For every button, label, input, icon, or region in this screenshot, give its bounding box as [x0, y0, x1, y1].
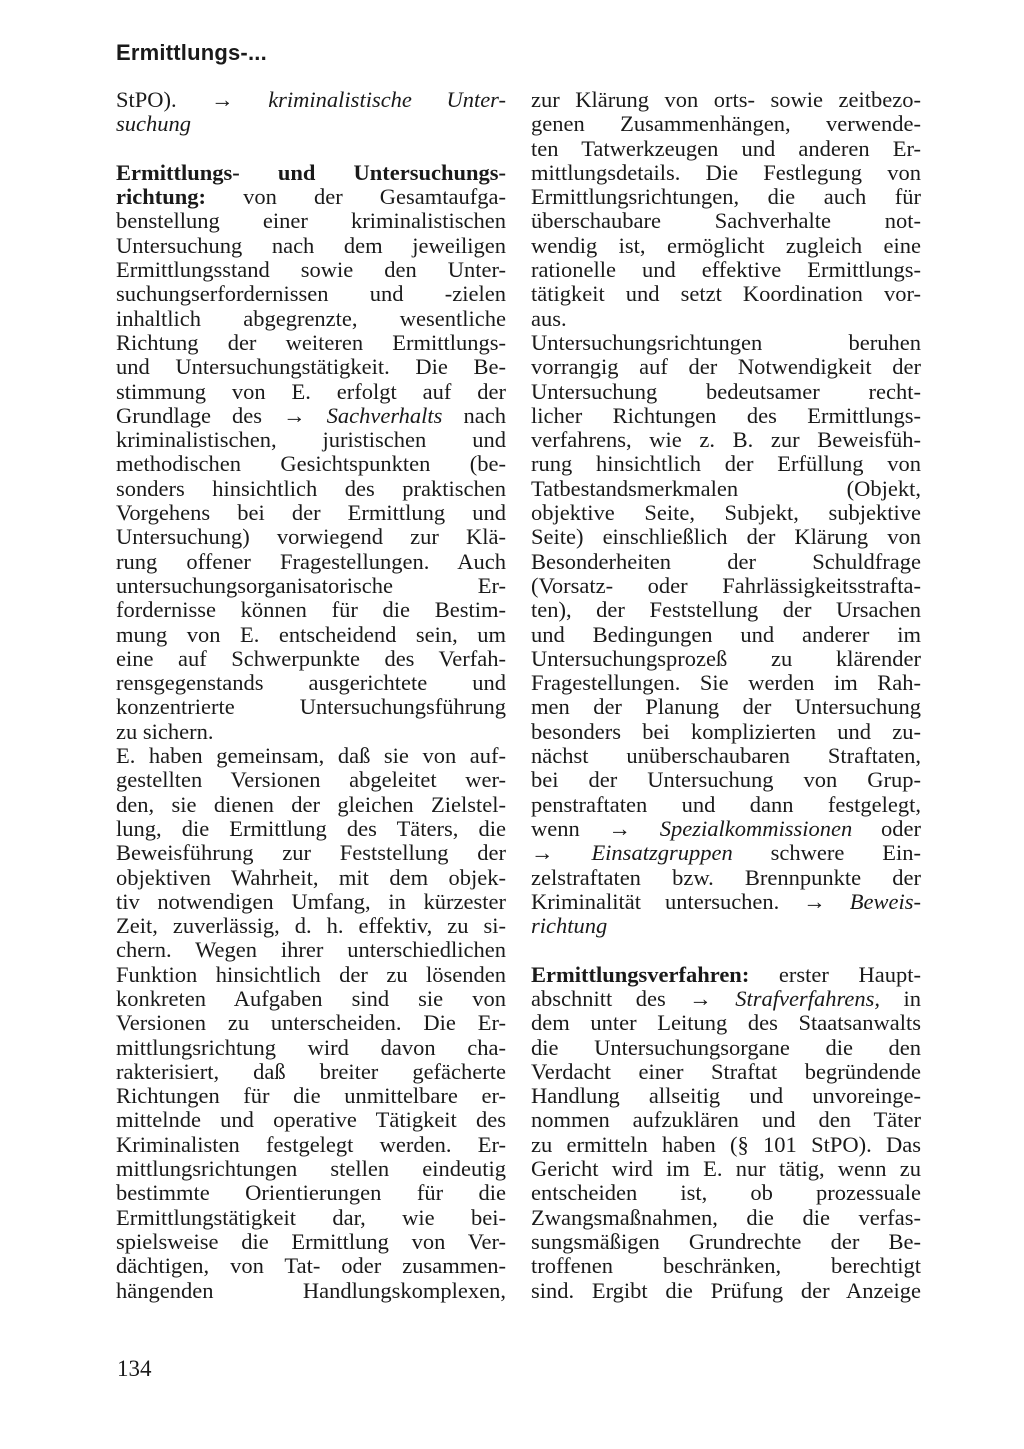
- text-line: Untersuchung nach dem jeweiligen: [116, 233, 506, 258]
- text-line: → Einsatzgruppen schwere Ein-: [531, 841, 921, 866]
- text-line: rakterisiert, daß breiter gefächerte: [116, 1059, 506, 1084]
- text-line: tiv notwendigen Umfang, in kürzester: [116, 889, 506, 914]
- text-line: bestimmte Orientierungen für die: [116, 1181, 506, 1206]
- text-line: richtung: von der Gesamtaufga-: [116, 185, 506, 210]
- text-line: und Bedingungen und anderer im: [531, 622, 921, 647]
- text-line: und Untersuchungstätigkeit. Die Be-: [116, 355, 506, 380]
- text-line: Richtungen für die unmittelbare er-: [116, 1084, 506, 1109]
- text-line: men der Planung der Untersuchung: [531, 695, 921, 720]
- text-line: kriminalistischen, juristischen und: [116, 428, 506, 453]
- text-line: mittlungsdetails. Die Festlegung von: [531, 160, 921, 185]
- text-line: Untersuchungsprozeß zu klärender: [531, 646, 921, 671]
- text-line: dächtigen, von Tat- oder zusammen-: [116, 1254, 506, 1279]
- text-line: genen Zusammenhängen, verwende-: [531, 112, 921, 137]
- text-line: benstellung einer kriminalistischen: [116, 209, 506, 234]
- text-line: besonders bei komplizierten und zu-: [531, 719, 921, 744]
- text-line: Handlung allseitig und unvoreinge-: [531, 1084, 921, 1109]
- text-line: Zeit, zuverlässig, d. h. effektiv, zu si-: [116, 914, 506, 939]
- text-line: zu ermitteln haben (§ 101 StPO). Das: [531, 1132, 921, 1157]
- text-line: mittelnde und operative Tätigkeit des: [116, 1108, 506, 1133]
- text-line: Untersuchung) vorwiegend zur Klä-: [116, 525, 506, 550]
- text-line: lung, die Ermittlung des Täters, die: [116, 816, 506, 841]
- text-line: spielsweise die Ermittlung von Ver-: [116, 1229, 506, 1254]
- text-line: rensgegenstands ausgerichtete und: [116, 671, 506, 696]
- cross-reference[interactable]: Beweis-: [849, 889, 921, 914]
- text-line: Zwangsmaßnahmen, die die verfas-: [531, 1205, 921, 1230]
- text-line: aus.: [531, 306, 567, 331]
- text-line: Untersuchung bedeutsamer recht-: [531, 379, 921, 404]
- text-line: entscheiden ist, ob prozessuale: [531, 1181, 921, 1206]
- entry-heading: Ermittlungsverfahren:: [531, 962, 750, 987]
- cross-reference[interactable]: Sachverhalts: [326, 403, 443, 428]
- text-line: zu sichern.: [116, 719, 214, 744]
- text-line: eine auf Schwerpunkte des Verfah-: [116, 646, 506, 671]
- text-line: chern. Wegen ihrer unterschiedlichen: [116, 938, 506, 963]
- text-line: methodischen Gesichtspunkten (be-: [116, 452, 506, 477]
- text-line: objektiven Wahrheit, mit dem objek-: [116, 865, 506, 890]
- text-line: Tatbestandsmerkmalen (Objekt,: [531, 476, 921, 501]
- text-line: Ermittlungsverfahren: erster Haupt-: [531, 962, 921, 987]
- text-line: nommen aufzuklären und den Täter: [531, 1108, 921, 1133]
- text-line: stimmung von E. erfolgt auf der: [116, 379, 506, 404]
- text-line: ten), der Feststellung der Ursachen: [531, 598, 921, 623]
- cross-reference[interactable]: Strafverfahrens,: [735, 986, 880, 1011]
- cross-reference[interactable]: suchung: [116, 112, 191, 137]
- text-line: mung von E. entscheidend sein, um: [116, 622, 506, 647]
- text-line: sind. Ergibt die Prüfung der Anzeige: [531, 1278, 921, 1303]
- text-line: die Untersuchungsorgane die den: [531, 1035, 921, 1060]
- text-line: rationelle und effektive Ermittlungs-: [531, 258, 921, 283]
- cross-reference[interactable]: Einsatzgruppen: [591, 841, 733, 866]
- text-line: Ermittlungstätigkeit dar, wie bei-: [116, 1205, 506, 1230]
- text-line: penstraftaten und dann festgelegt,: [531, 792, 921, 817]
- text-line: Besonderheiten der Schuldfrage: [531, 549, 921, 574]
- text-line: objektive Seite, Subjekt, subjektive: [531, 501, 921, 526]
- text-line: dem unter Leitung des Staatsanwalts: [531, 1011, 921, 1036]
- text-line: licher Richtungen des Ermittlungs-: [531, 403, 921, 428]
- text-line: rung offener Fragestellungen. Auch: [116, 549, 506, 574]
- page-number: 134: [117, 1356, 152, 1381]
- cross-reference[interactable]: kriminalistische Unter-: [268, 88, 506, 112]
- entry-heading: richtung:: [116, 185, 206, 210]
- text-line: vorrangig auf der Notwendigkeit der: [531, 355, 921, 380]
- text-line: suchungserfordernissen und -zielen: [116, 282, 506, 307]
- text-line: StPO). → kriminalistische Unter-: [116, 88, 506, 112]
- text-line: Seite) einschließlich der Klärung von: [531, 525, 921, 550]
- text-line: Kriminalität untersuchen. → Beweis-: [531, 889, 921, 914]
- cross-reference[interactable]: richtung: [531, 914, 608, 939]
- text-line: troffenen beschränken, berechtigt: [531, 1254, 921, 1279]
- entry-heading: Ermittlungs- und Untersuchungs-: [116, 160, 506, 185]
- text-line: Kriminalisten festgelegt werden. Er-: [116, 1132, 506, 1157]
- text-line: mittlungsrichtung wird davon cha-: [116, 1035, 506, 1060]
- text-line: (Vorsatz- oder Fahrlässigkeitsstrafta-: [531, 573, 921, 598]
- text-line: wendig ist, ermöglicht zugleich eine: [531, 233, 921, 258]
- text-line: [116, 112, 506, 136]
- left-column: [116, 88, 506, 1303]
- text-line: Grundlage des → Sachverhalts nach: [116, 403, 506, 428]
- text-line: Vorgehens bei der Ermittlung und: [116, 501, 506, 526]
- text-line: wenn → Spezialkommissionen oder: [531, 816, 921, 841]
- text-line: untersuchungsorganisatorische Er-: [116, 573, 506, 598]
- text-line: Versionen zu unterscheiden. Die Er-: [116, 1011, 506, 1036]
- text-line: Fragestellungen. Sie werden im Rah-: [531, 671, 921, 696]
- text-line: mittlungsrichtungen stellen eindeutig: [116, 1157, 506, 1182]
- text-line: verfahrens, wie z. B. zur Beweisfüh-: [531, 428, 921, 453]
- text-line: rung hinsichtlich der Erfüllung von: [531, 452, 921, 477]
- text-line: gestellten Versionen abgeleitet wer-: [116, 768, 506, 793]
- text-line: fordernisse können für die Bestim-: [116, 598, 506, 623]
- text-line: Richtung der weiteren Ermittlungs-: [116, 330, 506, 355]
- text-line: Beweisführung zur Feststellung der: [116, 841, 506, 866]
- text-line: nächst unüberschaubaren Straftaten,: [531, 744, 921, 769]
- right-column: [531, 88, 921, 1303]
- text-line: konkreten Aufgaben sind sie von: [116, 986, 506, 1011]
- text-line: tätigkeit und setzt Koordination vor-: [531, 282, 921, 307]
- text-line: inhaltlich abgegrenzte, wesentliche: [116, 306, 506, 331]
- text-line: Ermittlungsrichtungen, die auch für: [531, 185, 921, 210]
- text-line: sungsmäßigen Grundrechte der Be-: [531, 1229, 921, 1254]
- text-line: zur Klärung von orts- sowie zeitbezo-: [531, 88, 921, 112]
- text-line: Funktion hinsichtlich der zu lösenden: [116, 962, 506, 987]
- text-line: den, sie dienen der gleichen Zielstel-: [116, 792, 506, 817]
- text-line: Gericht wird im E. nur tätig, wenn zu: [531, 1157, 921, 1182]
- text-line: E. haben gemeinsam, daß sie von auf-: [116, 744, 506, 769]
- text-line: überschaubare Sachverhalte not-: [531, 209, 921, 234]
- text-line: bei der Untersuchung von Grup-: [531, 768, 921, 793]
- text-line: ten Tatwerkzeugen und anderen Er-: [531, 136, 921, 161]
- text-line: hängenden Handlungskomplexen,: [116, 1278, 506, 1303]
- text-line: zelstraftaten bzw. Brennpunkte der: [531, 865, 921, 890]
- running-head: Ermittlungs-...: [116, 40, 267, 65]
- text-line: sonders hinsichtlich des praktischen: [116, 476, 506, 501]
- cross-reference[interactable]: Spezialkommissionen: [659, 816, 853, 841]
- text-line: [531, 914, 921, 938]
- text-line: konzentrierte Untersuchungsführung: [116, 695, 506, 720]
- text-line: Ermittlungsstand sowie den Unter-: [116, 258, 506, 283]
- text-line: abschnitt des → Strafverfahrens, in: [531, 986, 921, 1011]
- text-line: Untersuchungsrichtungen beruhen: [531, 330, 921, 355]
- text-line: Verdacht einer Straftat begründende: [531, 1059, 921, 1084]
